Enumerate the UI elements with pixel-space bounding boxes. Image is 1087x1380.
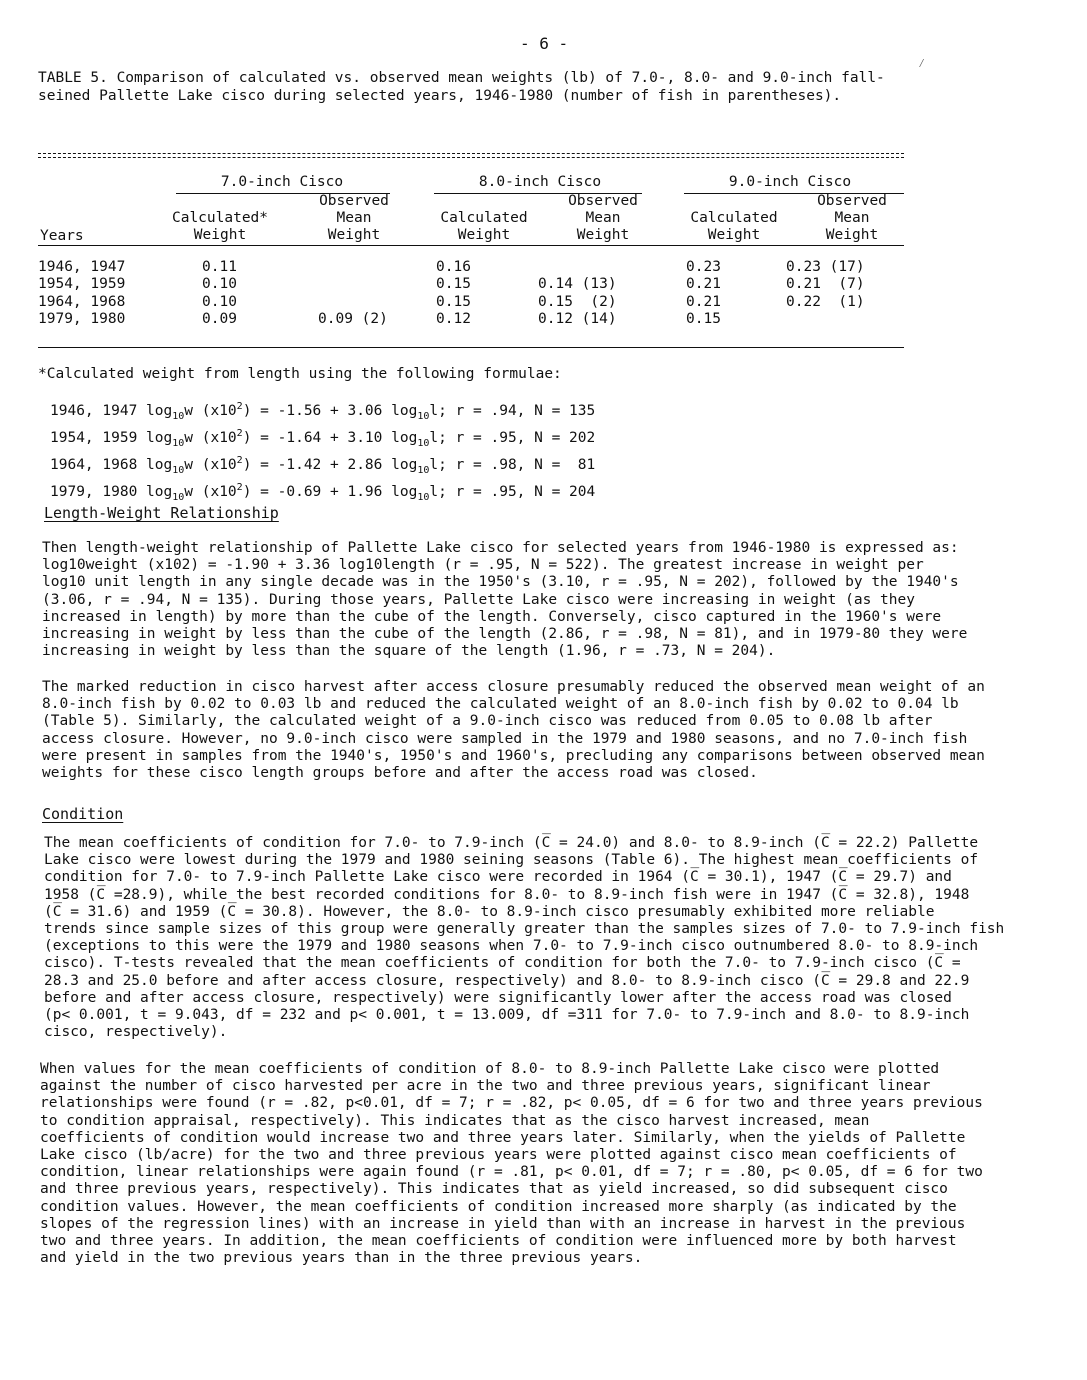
section-heading-condition: Condition xyxy=(42,805,124,823)
cell-obs-9in: 0.23 (17) xyxy=(786,258,865,275)
paragraph-length-weight: Then length-weight relationship of Pallette Lake cisco for selected years from 1946-1980 is expressed as: log10weight (x102) = -1.90 + 3.36 log10length (r = .95, N = 522). The greatest increase in weight per log10 unit length in any single decade was in the 1950's (3.10, r = .95, N = 202), followed by the 1940's (3.06, r = .94, N = 135). During those years, Pallette Lake cisco were increasing in weight (as they increased in length) by more than the cube of the length. Conversely, cisco captured in the 1960's were increasing in weight by less than the cube of the length (2.86, r = .98, N = 81), and in 1979-80 they were increasing in weight by less than the square of the length (1.96, r = .73, N = 204). xyxy=(42,540,968,660)
cell-years: 1946, 1947 xyxy=(38,258,126,275)
cell-obs-8in: 0.15 (2) xyxy=(538,293,617,310)
cell-calc-8in: 0.16 xyxy=(436,258,471,275)
cell-obs-7in xyxy=(318,258,436,276)
formula-line: 1964, 1968 $\log_{10}w$ $(x10^2) = -1.42 + 2.86$ $\log_{10}l$; r = .98, N = 81 xyxy=(50,455,596,476)
cell-calc-8in: 0.15 xyxy=(436,276,471,293)
cell-obs-7in xyxy=(318,293,436,311)
weights-table xyxy=(38,258,896,328)
table-top-rule-2 xyxy=(38,157,904,158)
formula-line: 1979, 1980 $\log_{10}w$ $(x10^2) = -0.69 + 1.96$ $\log_{10}l$; r = .95, N = 204 xyxy=(50,482,596,503)
paragraph-condition: The mean coefficients of condition for 7.0- to 7.9-inch (C̅ = 24.0) and 8.0- to 8.9-inch (C̅ = 22.2) Pallette Lake cisco were lowest during the 1979 and 1980 seining seasons (Table 6). The highest mean coefficients of condition for 7.0- to 7.9-inch Pallette Lake cisco were recorded in 1964 (C̅ = 30.1), 1947 (C̅ = 29.7) and 1958 (C̅ =28.9), while the best recorded conditions for 8.0- to 8.9-inch fish were in 1947 (C̅ = 32.8), 1948 (C̅ = 31.6) and 1959 (C̅ = 30.8). However, the 8.0- to 8.9-inch cisco presumably exhibited more reliable trends since sample sizes of this group were generally greater than the samples sizes of 7.0- to 7.9-inch fish (exceptions to this were the 1979 and 1980 seasons when 7.0- to 7.9-inch cisco outnumbered 8.0- to 8.9-inch cisco). T-tests revealed that the mean coefficients of condition for both the 7.0- to 7.9-inch cisco (C̅ = 28.3 and 25.0 before and after access closure, respectively) and 8.0- to 8.9-inch cisco (C̅ = 29.8 and 22.9 before and after access closure, respectively) were significantly lower after the access road was closed (p< 0.001, t = 9.043, df = 232 and p< 0.001, t = 13.009, df =311 for 7.0- to 7.9-inch and 8.0- to 8.9-inch cisco, respectively). xyxy=(44,835,1005,1041)
table-footnote: *Calculated weight from length using the following formulae: xyxy=(38,366,562,382)
group-header-7in: 7.0-inch Cisco xyxy=(220,174,344,190)
cell-calc-7in: 0.10 xyxy=(202,276,237,293)
calc-header-9in: Calculated Weight xyxy=(690,210,778,243)
cell-calc-9in: 0.21 xyxy=(686,276,721,293)
formula-line: 1954, 1959 $\log_{10}w$ $(x10^2) = -1.64 + 3.10$ $\log_{10}l$; r = .95, N = 202 xyxy=(50,428,596,449)
cell-calc-9in: 0.15 xyxy=(686,311,721,328)
cell-obs-9in: 0.22 (1) xyxy=(786,293,865,310)
table-row xyxy=(38,293,896,311)
cell-obs-8in: 0.12 (14) xyxy=(538,311,617,328)
cell-obs-8in xyxy=(538,258,686,276)
page-number: - 6 - xyxy=(520,34,569,53)
table-caption: TABLE 5. Comparison of calculated vs. observed mean weights (lb) of 7.0-, 8.0- and 9.0-inch fall-seined Pallette Lake cisco during selected years, 1946-1980 (number of fish in parentheses). xyxy=(38,70,885,104)
cell-calc-7in: 0.11 xyxy=(202,258,237,275)
calc-header-7in: Calculated* Weight xyxy=(171,210,269,243)
cell-obs-8in: 0.14 (13) xyxy=(538,276,617,293)
obs-header-9in: Observed Mean Weight xyxy=(817,193,887,243)
cell-calc-9in: 0.23 xyxy=(686,258,721,275)
table-top-rule xyxy=(38,153,904,154)
cell-obs-7in: 0.09 (2) xyxy=(318,311,388,328)
cell-obs-9in: 0.21 (7) xyxy=(786,276,865,293)
cell-calc-9in: 0.21 xyxy=(686,293,721,310)
formula-list xyxy=(50,398,595,506)
paragraph-regression: When values for the mean coefficients of condition of 8.0- to 8.9-inch Pallette Lake cisco were plotted against the number of cisco harvested per acre in the two and three previous years, significant linear relationships were found (r = .82, p<0.01, df = 7; r = .82, p< 0.05, df = 6 for two and three years previous to condition appraisal, respectively). This indicates that as the cisco harvest increased, mean coefficients of condition would increase two and three years later. Similarly, when the yields of Pallette Lake cisco (lb/acre) for the two and three previous years were plotted against cisco mean coefficients of condition, linear relationships were again found (r = .81, p< 0.01, df = 7; r = .80, p< 0.05, df = 6 for two and three previous years, respectively). This indicates that as yield increased, so did subsequent cisco condition values. However, the mean coefficients of condition increased more sharply (as indicated by the slopes of the regression lines) with an increase in yield than with an increase in harvest in the previous two and three years. In addition, the mean coefficients of condition were influenced more by both harvest and yield in the two previous years than in the three previous years. xyxy=(40,1061,983,1267)
cell-calc-7in: 0.10 xyxy=(202,293,237,310)
paragraph-harvest-reduction: The marked reduction in cisco harvest after access closure presumably reduced the observed mean weight of an 8.0-inch fish by 0.02 to 0.03 lb and reduced the calculated weight of an 8.0-inch fish by 0.02 to 0.04 lb (Table 5). Similarly, the calculated weight of a 9.0-inch cisco was reduced from 0.05 to 0.08 lb after access closure. However, no 9.0-inch cisco were sampled in the 1979 and 1980 seasons, and no 7.0-inch fish were present in samples from the 1940's, 1950's and 1960's, precluding any comparisons between observed mean weights for these cisco length groups before and after the access road was closed. xyxy=(42,679,985,782)
cell-obs-7in xyxy=(318,276,436,294)
obs-header-7in: Observed Mean Weight xyxy=(319,193,389,243)
cell-years: 1954, 1959 xyxy=(38,276,126,293)
cell-calc-8in: 0.15 xyxy=(436,293,471,310)
table-row xyxy=(38,311,896,329)
cell-calc-8in: 0.12 xyxy=(436,311,471,328)
table-row xyxy=(38,276,896,294)
years-header: Years xyxy=(40,228,84,244)
table-row xyxy=(38,258,896,276)
obs-header-8in: Observed Mean Weight xyxy=(568,193,638,243)
cell-years: 1979, 1980 xyxy=(38,311,126,328)
cell-calc-7in: 0.09 xyxy=(202,311,237,328)
cell-years: 1964, 1968 xyxy=(38,293,126,310)
section-heading-length-weight: Length-Weight Relationship xyxy=(44,504,279,522)
group-header-8in: 8.0-inch Cisco xyxy=(478,174,602,190)
calc-header-8in: Calculated Weight xyxy=(440,210,528,243)
table-header-rule xyxy=(38,245,904,246)
formula-line: 1946, 1947 $\log_{10}w$ $(x10^2) = -1.56 + 3.06$ $\log_{10}l$; r = .94, N = 135 xyxy=(50,401,596,422)
group-header-9in: 9.0-inch Cisco xyxy=(728,174,852,190)
scan-mark: ⁄ xyxy=(918,56,926,70)
table-bottom-rule xyxy=(38,347,904,348)
cell-obs-9in xyxy=(786,311,896,329)
